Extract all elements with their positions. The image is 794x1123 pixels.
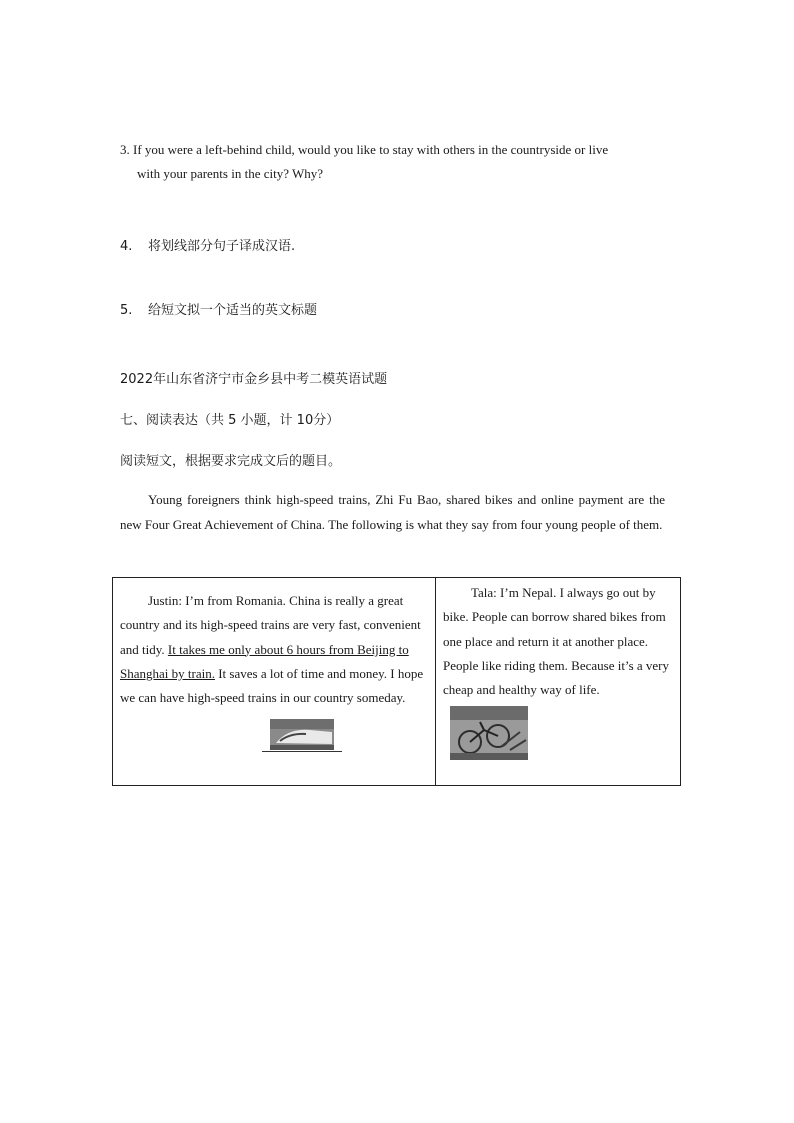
question-5: [120, 302, 317, 320]
question-5-number: 5.: [120, 303, 133, 318]
question-3-line-2: with your parents in the city? Why?: [137, 166, 324, 181]
passage-intro: Young foreigners think high-speed trains, Zhi Fu Bao, shared bikes and online payment are the new Four Great Achievement of China. The following is what they say from four young people of them.: [120, 492, 665, 532]
justin-text-after: It saves a lot of time and money. I hope we can have high-speed trains in our country someday.: [120, 665, 424, 706]
justin-cell: [120, 589, 426, 710]
high-speed-train-photo: [270, 719, 334, 750]
train-photo-icon: [270, 719, 334, 750]
justin-text-before: Justin: I’m from Romania. China is really a great country and its high-speed trains are very fast, convenient and tidy.: [120, 593, 421, 657]
shared-bikes-photo: [450, 706, 528, 760]
underlined-sentence: It takes me only about 6 hours from Beijing to Shanghai by train.: [120, 641, 409, 681]
question-4-number: 4.: [120, 239, 133, 254]
tala-cell: Tala: I’m Nepal. I always go out by bike. People can borrow shared bikes from one place and return it at another place. People like riding them. Because it’s a very cheap and healthy way of life.: [443, 585, 669, 698]
question-3-line-1: 3. If you were a left-behind child, would you like to stay with others in the countryside or live: [120, 142, 609, 157]
table-divider: [435, 578, 436, 785]
testimonial-table: [112, 577, 681, 786]
question-4-text: 将划线部分句子译成汉语.: [148, 239, 296, 254]
question-4: [120, 238, 295, 256]
question-5-text: 给短文拟一个适当的英文标题: [148, 303, 318, 318]
section-heading: 七、阅读表达（共 5 小题，计 10分）: [120, 413, 340, 428]
bikes-photo-icon: [450, 706, 528, 760]
reading-instruction: 阅读短文，根据要求完成文后的题目。: [120, 454, 342, 469]
exam-title: 2022年山东省济宁市金乡县中考二模英语试题: [120, 372, 388, 387]
justin-photo-rule: [262, 751, 342, 752]
